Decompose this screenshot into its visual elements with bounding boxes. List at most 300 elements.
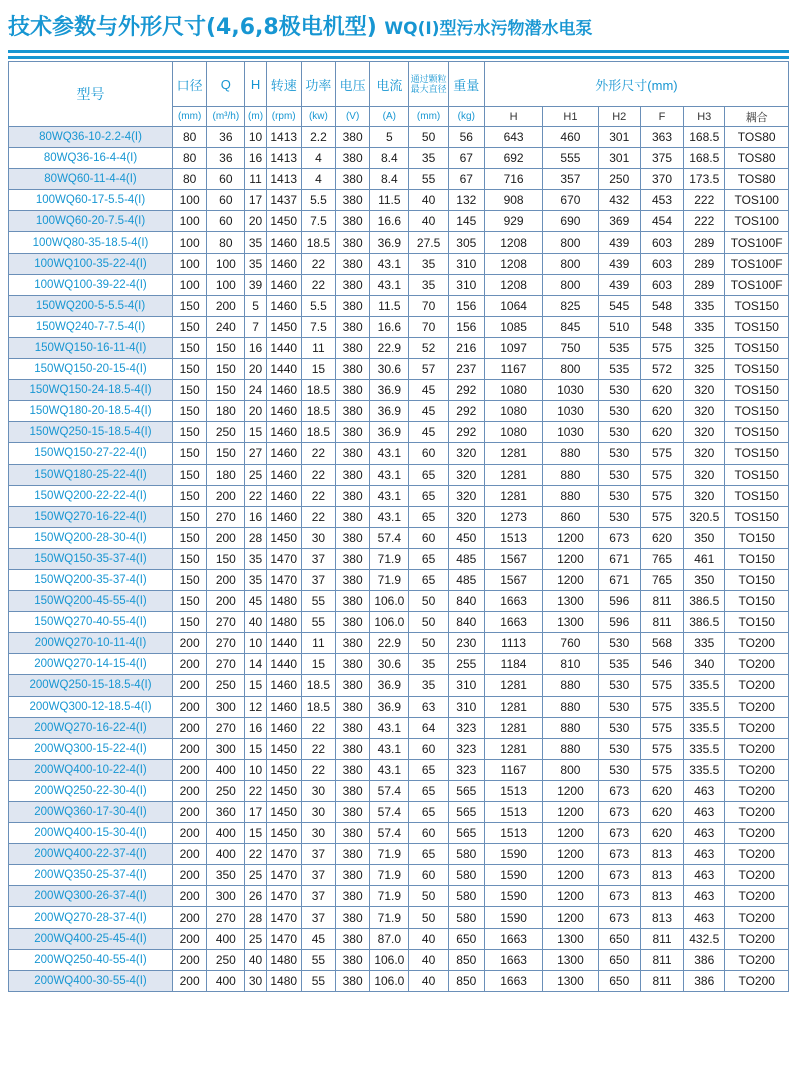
cell-power: 22 xyxy=(301,253,335,274)
cell-coupling: TOS80 xyxy=(725,169,789,190)
cell-dim-h: 1080 xyxy=(484,380,542,401)
cell-h: 22 xyxy=(245,780,266,801)
cell-power: 18.5 xyxy=(301,696,335,717)
cell-coupling: TO200 xyxy=(725,675,789,696)
cell-current: 106.0 xyxy=(370,612,409,633)
cell-power: 37 xyxy=(301,865,335,886)
cell-q: 400 xyxy=(207,823,245,844)
cell-model: 200WQ360-17-30-4(I) xyxy=(9,802,173,823)
cell-power: 37 xyxy=(301,569,335,590)
cell-dim-h: 1663 xyxy=(484,928,542,949)
cell-dim-f: 813 xyxy=(640,844,683,865)
cell-weight: 320 xyxy=(448,464,484,485)
cell-voltage: 380 xyxy=(336,633,370,654)
cell-voltage: 380 xyxy=(336,569,370,590)
cell-particle: 65 xyxy=(409,485,448,506)
cell-dim-h2: 530 xyxy=(598,759,640,780)
cell-q: 200 xyxy=(207,591,245,612)
cell-power: 30 xyxy=(301,780,335,801)
cell-dim-h3: 463 xyxy=(684,865,725,886)
cell-coupling: TO200 xyxy=(725,802,789,823)
cell-power: 11 xyxy=(301,337,335,358)
cell-dim-h2: 530 xyxy=(598,443,640,464)
cell-dim-h: 1513 xyxy=(484,527,542,548)
unit-speed: (rpm) xyxy=(266,107,301,127)
cell-voltage: 380 xyxy=(336,274,370,295)
cell-model: 80WQ36-10-2.2-4(I) xyxy=(9,127,173,148)
cell-model: 150WQ200-22-22-4(I) xyxy=(9,485,173,506)
cell-model: 150WQ150-27-22-4(I) xyxy=(9,443,173,464)
cell-dim-f: 620 xyxy=(640,422,683,443)
cell-dim-h1: 1200 xyxy=(543,886,598,907)
cell-bore: 150 xyxy=(173,359,207,380)
cell-dim-h1: 1300 xyxy=(543,591,598,612)
cell-speed: 1450 xyxy=(266,316,301,337)
cell-particle: 35 xyxy=(409,675,448,696)
cell-voltage: 380 xyxy=(336,591,370,612)
cell-particle: 64 xyxy=(409,717,448,738)
cell-speed: 1450 xyxy=(266,738,301,759)
cell-voltage: 380 xyxy=(336,844,370,865)
cell-coupling: TO200 xyxy=(725,865,789,886)
cell-speed: 1413 xyxy=(266,127,301,148)
cell-current: 43.1 xyxy=(370,485,409,506)
cell-q: 350 xyxy=(207,865,245,886)
cell-coupling: TO150 xyxy=(725,612,789,633)
cell-dim-h2: 673 xyxy=(598,886,640,907)
cell-power: 18.5 xyxy=(301,380,335,401)
cell-particle: 35 xyxy=(409,253,448,274)
table-row xyxy=(9,802,789,823)
cell-model: 150WQ180-25-22-4(I) xyxy=(9,464,173,485)
cell-dim-h1: 1200 xyxy=(543,844,598,865)
cell-dim-h3: 386 xyxy=(684,970,725,991)
cell-model: 150WQ240-7-7.5-4(I) xyxy=(9,316,173,337)
cell-q: 60 xyxy=(207,190,245,211)
cell-power: 30 xyxy=(301,527,335,548)
cell-current: 57.4 xyxy=(370,802,409,823)
cell-weight: 292 xyxy=(448,401,484,422)
cell-power: 7.5 xyxy=(301,211,335,232)
title-divider xyxy=(8,50,789,53)
cell-h: 12 xyxy=(245,696,266,717)
unit-particle: (mm) xyxy=(409,107,448,127)
cell-voltage: 380 xyxy=(336,337,370,358)
cell-dim-h2: 673 xyxy=(598,844,640,865)
cell-bore: 200 xyxy=(173,949,207,970)
cell-weight: 323 xyxy=(448,738,484,759)
cell-dim-h: 1281 xyxy=(484,696,542,717)
cell-dim-h2: 530 xyxy=(598,401,640,422)
cell-dim-h1: 690 xyxy=(543,211,598,232)
cell-dim-h1: 800 xyxy=(543,232,598,253)
cell-dim-h: 643 xyxy=(484,127,542,148)
cell-bore: 200 xyxy=(173,802,207,823)
cell-dim-h3: 335.5 xyxy=(684,738,725,759)
cell-power: 5.5 xyxy=(301,295,335,316)
cell-dim-h: 1080 xyxy=(484,422,542,443)
cell-q: 400 xyxy=(207,844,245,865)
cell-current: 36.9 xyxy=(370,675,409,696)
cell-dim-h: 908 xyxy=(484,190,542,211)
cell-voltage: 380 xyxy=(336,970,370,991)
cell-q: 240 xyxy=(207,316,245,337)
cell-dim-h: 1590 xyxy=(484,907,542,928)
cell-model: 200WQ300-15-22-4(I) xyxy=(9,738,173,759)
page-title xyxy=(8,8,788,48)
cell-dim-h2: 250 xyxy=(598,169,640,190)
table-row xyxy=(9,443,789,464)
spec-table xyxy=(8,61,789,992)
cell-dim-h: 1513 xyxy=(484,780,542,801)
cell-weight: 450 xyxy=(448,527,484,548)
cell-dim-h1: 357 xyxy=(543,169,598,190)
cell-current: 43.1 xyxy=(370,464,409,485)
cell-current: 71.9 xyxy=(370,865,409,886)
cell-dim-f: 811 xyxy=(640,928,683,949)
cell-bore: 200 xyxy=(173,928,207,949)
cell-h: 11 xyxy=(245,169,266,190)
cell-coupling: TO200 xyxy=(725,759,789,780)
cell-coupling: TO150 xyxy=(725,527,789,548)
cell-q: 80 xyxy=(207,232,245,253)
cell-bore: 150 xyxy=(173,527,207,548)
cell-dim-h: 1208 xyxy=(484,253,542,274)
cell-coupling: TOS150 xyxy=(725,380,789,401)
cell-q: 60 xyxy=(207,169,245,190)
cell-model: 200WQ270-10-11-4(I) xyxy=(9,633,173,654)
cell-coupling: TOS100 xyxy=(725,211,789,232)
cell-weight: 305 xyxy=(448,232,484,253)
cell-dim-h2: 439 xyxy=(598,253,640,274)
cell-dim-h: 692 xyxy=(484,148,542,169)
cell-speed: 1460 xyxy=(266,274,301,295)
cell-current: 36.9 xyxy=(370,401,409,422)
cell-h: 15 xyxy=(245,823,266,844)
cell-dim-h1: 825 xyxy=(543,295,598,316)
cell-voltage: 380 xyxy=(336,865,370,886)
cell-h: 17 xyxy=(245,802,266,823)
cell-particle: 65 xyxy=(409,844,448,865)
cell-dim-h3: 289 xyxy=(684,253,725,274)
cell-current: 106.0 xyxy=(370,591,409,612)
cell-particle: 60 xyxy=(409,443,448,464)
table-row xyxy=(9,190,789,211)
cell-weight: 323 xyxy=(448,717,484,738)
cell-dim-h3: 463 xyxy=(684,823,725,844)
cell-bore: 150 xyxy=(173,591,207,612)
cell-dim-h: 1281 xyxy=(484,485,542,506)
table-row xyxy=(9,380,789,401)
cell-dim-h1: 880 xyxy=(543,443,598,464)
cell-current: 71.9 xyxy=(370,548,409,569)
cell-h: 16 xyxy=(245,506,266,527)
cell-weight: 67 xyxy=(448,148,484,169)
cell-dim-h2: 530 xyxy=(598,717,640,738)
cell-h: 16 xyxy=(245,717,266,738)
cell-bore: 150 xyxy=(173,401,207,422)
cell-voltage: 380 xyxy=(336,295,370,316)
cell-dim-h: 1113 xyxy=(484,633,542,654)
cell-dim-h: 1513 xyxy=(484,802,542,823)
cell-dim-h3: 335.5 xyxy=(684,717,725,738)
cell-particle: 65 xyxy=(409,569,448,590)
cell-dim-h3: 350 xyxy=(684,569,725,590)
cell-weight: 145 xyxy=(448,211,484,232)
cell-coupling: TOS80 xyxy=(725,127,789,148)
cell-current: 11.5 xyxy=(370,190,409,211)
cell-model: 200WQ270-14-15-4(I) xyxy=(9,654,173,675)
table-row xyxy=(9,337,789,358)
cell-particle: 70 xyxy=(409,316,448,337)
cell-current: 87.0 xyxy=(370,928,409,949)
cell-dim-f: 811 xyxy=(640,970,683,991)
table-row xyxy=(9,633,789,654)
cell-voltage: 380 xyxy=(336,211,370,232)
cell-voltage: 380 xyxy=(336,316,370,337)
cell-speed: 1450 xyxy=(266,211,301,232)
cell-power: 11 xyxy=(301,633,335,654)
cell-bore: 200 xyxy=(173,696,207,717)
cell-q: 400 xyxy=(207,759,245,780)
table-row xyxy=(9,759,789,780)
cell-coupling: TO200 xyxy=(725,949,789,970)
cell-bore: 150 xyxy=(173,612,207,633)
cell-dim-h: 1281 xyxy=(484,443,542,464)
cell-model: 100WQ100-39-22-4(I) xyxy=(9,274,173,295)
cell-dim-f: 546 xyxy=(640,654,683,675)
cell-dim-f: 575 xyxy=(640,696,683,717)
header-power: 功率 xyxy=(301,62,335,107)
cell-dim-f: 363 xyxy=(640,127,683,148)
cell-dim-h: 929 xyxy=(484,211,542,232)
cell-dim-h1: 810 xyxy=(543,654,598,675)
cell-dim-h3: 335 xyxy=(684,295,725,316)
cell-coupling: TOS100 xyxy=(725,190,789,211)
cell-power: 37 xyxy=(301,844,335,865)
cell-dim-f: 575 xyxy=(640,485,683,506)
cell-current: 30.6 xyxy=(370,359,409,380)
cell-speed: 1480 xyxy=(266,591,301,612)
cell-q: 150 xyxy=(207,443,245,464)
cell-speed: 1413 xyxy=(266,148,301,169)
cell-weight: 67 xyxy=(448,169,484,190)
cell-q: 250 xyxy=(207,949,245,970)
dim-h-header: H xyxy=(484,107,542,127)
cell-h: 25 xyxy=(245,928,266,949)
cell-dim-h1: 1200 xyxy=(543,569,598,590)
cell-voltage: 380 xyxy=(336,485,370,506)
cell-dim-f: 811 xyxy=(640,591,683,612)
cell-dim-f: 575 xyxy=(640,738,683,759)
cell-dim-h1: 1300 xyxy=(543,949,598,970)
dim-coupling-header: 耦合 xyxy=(725,107,789,127)
cell-particle: 50 xyxy=(409,633,448,654)
cell-dim-h1: 800 xyxy=(543,359,598,380)
cell-dim-h: 1208 xyxy=(484,274,542,295)
cell-particle: 45 xyxy=(409,401,448,422)
cell-bore: 100 xyxy=(173,211,207,232)
cell-power: 22 xyxy=(301,506,335,527)
cell-bore: 200 xyxy=(173,865,207,886)
cell-model: 200WQ400-22-37-4(I) xyxy=(9,844,173,865)
cell-weight: 485 xyxy=(448,548,484,569)
cell-h: 40 xyxy=(245,949,266,970)
cell-dim-h3: 320 xyxy=(684,464,725,485)
cell-dim-f: 575 xyxy=(640,675,683,696)
cell-speed: 1413 xyxy=(266,169,301,190)
table-row xyxy=(9,865,789,886)
cell-dim-f: 811 xyxy=(640,949,683,970)
cell-speed: 1460 xyxy=(266,464,301,485)
cell-dim-h2: 530 xyxy=(598,485,640,506)
cell-coupling: TO150 xyxy=(725,591,789,612)
cell-q: 150 xyxy=(207,548,245,569)
cell-bore: 200 xyxy=(173,907,207,928)
cell-power: 15 xyxy=(301,359,335,380)
cell-dim-h2: 671 xyxy=(598,548,640,569)
cell-particle: 65 xyxy=(409,506,448,527)
cell-dim-f: 370 xyxy=(640,169,683,190)
cell-q: 200 xyxy=(207,485,245,506)
cell-speed: 1450 xyxy=(266,802,301,823)
cell-dim-h1: 1200 xyxy=(543,823,598,844)
cell-model: 150WQ150-24-18.5-4(I) xyxy=(9,380,173,401)
cell-model: 80WQ60-11-4-4(I) xyxy=(9,169,173,190)
cell-coupling: TO150 xyxy=(725,569,789,590)
cell-speed: 1450 xyxy=(266,527,301,548)
cell-speed: 1440 xyxy=(266,654,301,675)
cell-speed: 1460 xyxy=(266,696,301,717)
cell-q: 360 xyxy=(207,802,245,823)
cell-model: 150WQ200-35-37-4(I) xyxy=(9,569,173,590)
cell-weight: 255 xyxy=(448,654,484,675)
header-current: 电流 xyxy=(370,62,409,107)
cell-coupling: TO200 xyxy=(725,633,789,654)
cell-h: 35 xyxy=(245,548,266,569)
cell-dim-h1: 460 xyxy=(543,127,598,148)
cell-model: 150WQ200-45-55-4(I) xyxy=(9,591,173,612)
cell-power: 22 xyxy=(301,738,335,759)
cell-q: 400 xyxy=(207,928,245,949)
table-body xyxy=(9,127,789,992)
cell-h: 26 xyxy=(245,886,266,907)
cell-bore: 150 xyxy=(173,485,207,506)
cell-voltage: 380 xyxy=(336,464,370,485)
cell-dim-h3: 289 xyxy=(684,232,725,253)
title-main: 技术参数与外形尺寸(4,6,8极电机型) xyxy=(8,15,377,40)
cell-current: 43.1 xyxy=(370,506,409,527)
table-row xyxy=(9,253,789,274)
cell-dim-h3: 463 xyxy=(684,844,725,865)
cell-dim-h3: 320 xyxy=(684,422,725,443)
cell-current: 8.4 xyxy=(370,169,409,190)
cell-weight: 565 xyxy=(448,802,484,823)
unit-q: (m³/h) xyxy=(207,107,245,127)
cell-q: 270 xyxy=(207,612,245,633)
cell-power: 22 xyxy=(301,759,335,780)
cell-power: 37 xyxy=(301,907,335,928)
cell-dim-h: 1167 xyxy=(484,359,542,380)
cell-power: 18.5 xyxy=(301,401,335,422)
cell-q: 300 xyxy=(207,696,245,717)
cell-dim-h1: 760 xyxy=(543,633,598,654)
cell-current: 57.4 xyxy=(370,823,409,844)
cell-current: 36.9 xyxy=(370,380,409,401)
cell-dim-f: 568 xyxy=(640,633,683,654)
cell-dim-h2: 510 xyxy=(598,316,640,337)
cell-particle: 40 xyxy=(409,211,448,232)
cell-bore: 150 xyxy=(173,506,207,527)
cell-dim-h: 1590 xyxy=(484,844,542,865)
cell-coupling: TOS100F xyxy=(725,274,789,295)
table-header-row xyxy=(9,62,789,107)
cell-bore: 80 xyxy=(173,169,207,190)
cell-voltage: 380 xyxy=(336,232,370,253)
cell-bore: 150 xyxy=(173,569,207,590)
cell-bore: 200 xyxy=(173,823,207,844)
cell-current: 57.4 xyxy=(370,527,409,548)
cell-speed: 1450 xyxy=(266,780,301,801)
cell-dim-h1: 1200 xyxy=(543,527,598,548)
cell-voltage: 380 xyxy=(336,654,370,675)
cell-dim-f: 575 xyxy=(640,443,683,464)
cell-particle: 65 xyxy=(409,759,448,780)
cell-bore: 150 xyxy=(173,422,207,443)
cell-dim-h3: 386.5 xyxy=(684,612,725,633)
cell-particle: 57 xyxy=(409,359,448,380)
cell-dim-h1: 800 xyxy=(543,759,598,780)
cell-weight: 292 xyxy=(448,380,484,401)
cell-weight: 237 xyxy=(448,359,484,380)
cell-dim-h2: 671 xyxy=(598,569,640,590)
cell-dim-h1: 750 xyxy=(543,337,598,358)
cell-dim-h2: 530 xyxy=(598,738,640,759)
cell-current: 36.9 xyxy=(370,696,409,717)
header-weight: 重量 xyxy=(448,62,484,107)
cell-dim-h1: 880 xyxy=(543,675,598,696)
cell-bore: 150 xyxy=(173,316,207,337)
cell-particle: 35 xyxy=(409,148,448,169)
cell-current: 30.6 xyxy=(370,654,409,675)
cell-voltage: 380 xyxy=(336,823,370,844)
cell-current: 11.5 xyxy=(370,295,409,316)
cell-h: 39 xyxy=(245,274,266,295)
dim-h1-header: H1 xyxy=(543,107,598,127)
cell-weight: 310 xyxy=(448,253,484,274)
cell-current: 43.1 xyxy=(370,717,409,738)
cell-dim-h3: 335.5 xyxy=(684,759,725,780)
cell-dim-h3: 335.5 xyxy=(684,675,725,696)
cell-coupling: TOS150 xyxy=(725,422,789,443)
cell-power: 5.5 xyxy=(301,190,335,211)
cell-power: 37 xyxy=(301,548,335,569)
cell-dim-h2: 530 xyxy=(598,696,640,717)
cell-model: 150WQ180-20-18.5-4(I) xyxy=(9,401,173,422)
table-row xyxy=(9,612,789,633)
cell-dim-h1: 880 xyxy=(543,738,598,759)
cell-coupling: TOS150 xyxy=(725,316,789,337)
cell-speed: 1480 xyxy=(266,949,301,970)
cell-power: 18.5 xyxy=(301,232,335,253)
cell-coupling: TOS150 xyxy=(725,485,789,506)
cell-particle: 40 xyxy=(409,970,448,991)
cell-dim-h3: 289 xyxy=(684,274,725,295)
cell-model: 200WQ400-30-55-4(I) xyxy=(9,970,173,991)
cell-coupling: TO200 xyxy=(725,823,789,844)
cell-voltage: 380 xyxy=(336,949,370,970)
cell-h: 16 xyxy=(245,148,266,169)
